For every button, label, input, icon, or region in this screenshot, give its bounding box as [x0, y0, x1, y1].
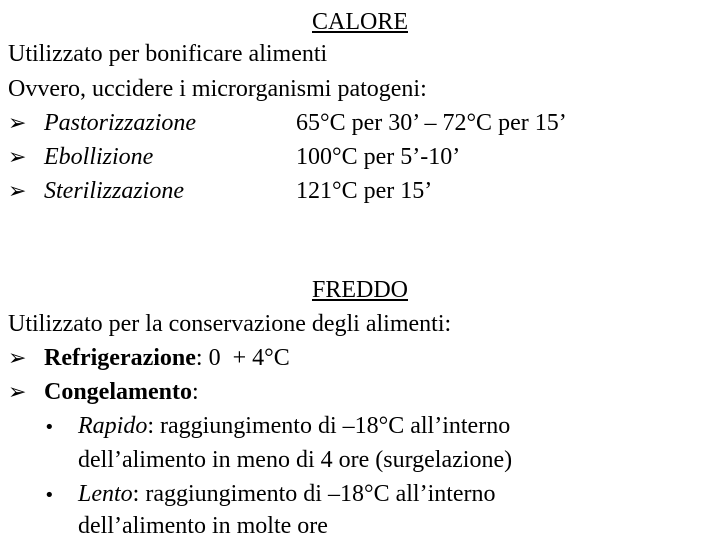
lento-label: Lento	[78, 481, 133, 507]
calore-item-pastorizzazione	[8, 106, 718, 140]
calore-item-sterilizzazione	[8, 174, 718, 208]
arrow-bullet-icon: ➢	[8, 179, 27, 204]
method-value: 100°C per 5’-10’	[296, 144, 461, 170]
arrow-bullet-icon: ➢	[8, 346, 27, 371]
calore-title: CALORE	[312, 9, 408, 35]
arrow-bullet-icon: ➢	[8, 111, 27, 136]
method-value: 65°C per 30’ – 72°C per 15’	[296, 110, 567, 136]
rapido-text: : raggiungimento di –18°C all’interno	[147, 413, 511, 439]
calore-item-ebollizione	[8, 140, 718, 174]
congelamento-label: Congelamento	[44, 379, 192, 405]
arrow-bullet-icon: ➢	[8, 380, 27, 405]
dot-bullet-icon: •	[44, 485, 55, 506]
freddo-line-1: Utilizzato per la conservazione degli alimenti:	[8, 311, 452, 337]
congelamento-lento	[44, 477, 496, 513]
refrigerazione-label: Refrigerazione	[44, 345, 196, 371]
congelamento-colon: :	[191, 379, 199, 405]
lento-text: : raggiungimento di –18°C all’interno	[132, 481, 496, 507]
refrigerazione-value: : 0 + 4°C	[195, 345, 290, 371]
arrow-bullet-icon: ➢	[8, 145, 27, 170]
rapido-continuation: dell’alimento in meno di 4 ore (surgelazione)	[78, 447, 513, 473]
freddo-item-refrigerazione	[8, 341, 718, 375]
calore-line-2: Ovvero, uccidere i microrganismi patogeni:	[8, 76, 427, 102]
method-label: Sterilizzazione	[44, 178, 185, 204]
lento-continuation: dell’alimento in molte ore	[78, 513, 328, 539]
freddo-heading	[0, 273, 720, 307]
calore-heading	[0, 5, 720, 39]
freddo-item-congelamento	[8, 375, 718, 409]
freddo-title: FREDDO	[311, 277, 408, 303]
rapido-label: Rapido	[78, 413, 148, 439]
method-value: 121°C per 15’	[296, 178, 433, 204]
dot-bullet-icon: •	[44, 417, 55, 438]
method-label: Ebollizione	[44, 144, 154, 170]
method-label: Pastorizzazione	[44, 110, 197, 136]
calore-line-1: Utilizzato per bonificare alimenti	[8, 41, 328, 67]
congelamento-rapido	[44, 409, 510, 445]
